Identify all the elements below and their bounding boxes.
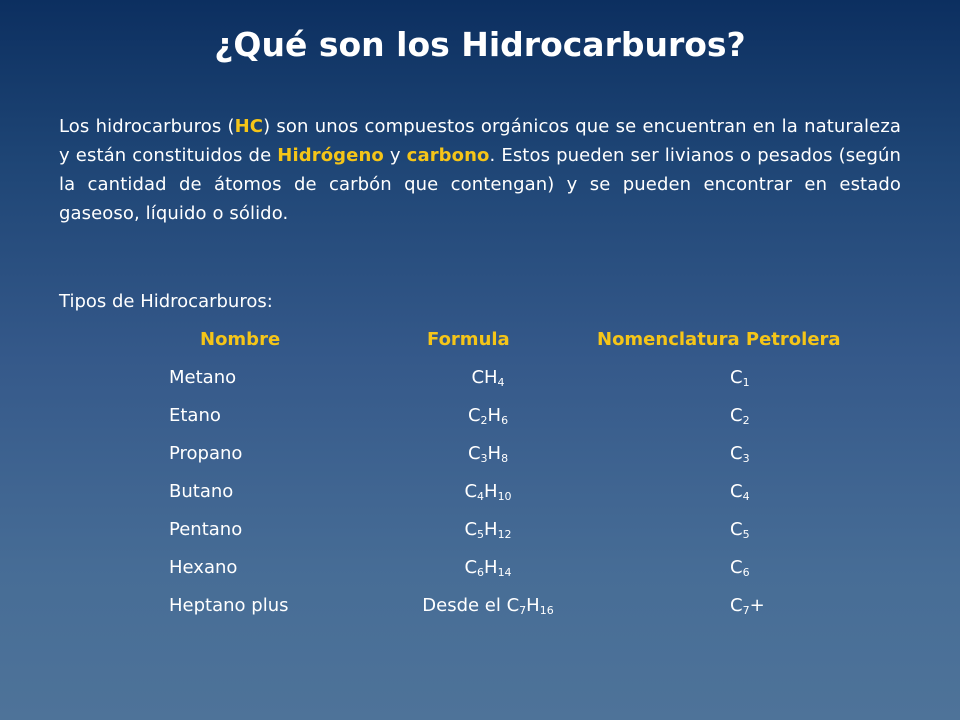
carbono-highlight: carbono [406, 145, 490, 166]
hydrocarbon-table [0, 325, 960, 629]
cell-formula: $C_3H_8$ [467, 443, 509, 465]
cell-formula: Desde el $C_7H_{16}$ [422, 595, 554, 617]
cell-nomenclature: $C_1$ [730, 367, 750, 389]
cell-name: Metano [169, 367, 237, 388]
table-row [0, 477, 960, 515]
table-row [0, 401, 960, 439]
header-name: Nombre [200, 329, 281, 350]
table-row [0, 363, 960, 401]
header-formula: Formula [427, 329, 510, 350]
cell-nomenclature: $C_3$ [730, 443, 750, 465]
page-title: ¿Qué son los Hidrocarburos? [214, 25, 746, 64]
hidrogeno-highlight: Hidrógeno [277, 145, 384, 166]
cell-formula: $C_4H_{10}$ [464, 481, 512, 503]
cell-formula: $C_6H_{14}$ [464, 557, 512, 579]
cell-nomenclature: $C_4$ [730, 481, 750, 503]
cell-formula: $CH_4$ [471, 367, 505, 389]
cell-name: Pentano [169, 519, 243, 540]
table-row [0, 439, 960, 477]
cell-formula: $C_5H_{12}$ [464, 519, 512, 541]
intro-text-3: y [383, 145, 407, 166]
table-row [0, 515, 960, 553]
cell-name: Hexano [169, 557, 238, 578]
table-row [0, 591, 960, 629]
table-body [0, 363, 960, 629]
cell-name: Etano [169, 405, 221, 426]
hc-highlight: HC [234, 116, 264, 137]
intro-text-4: . Estos pueden ser livianos o pesados (según la cantidad de átomos de carbón que contengan) y se pueden encontrar en estado gaseoso, líquido o sólido. [59, 145, 901, 224]
intro-paragraph [59, 112, 901, 228]
intro-text-1: Los hidrocarburos ( [59, 116, 235, 137]
types-label: Tipos de Hidrocarburos: [59, 291, 273, 312]
cell-nomenclature: $C_5$ [730, 519, 750, 541]
cell-nomenclature: $C_2$ [730, 405, 750, 427]
table-row [0, 553, 960, 591]
cell-name: Butano [169, 481, 234, 502]
intro-text-2: ) son unos compuestos orgánicos que se encuentran en la naturaleza y están constituidos de [59, 116, 901, 166]
table-header-row [0, 325, 960, 363]
cell-name: Heptano plus [169, 595, 289, 616]
cell-formula: $C_2H_6$ [467, 405, 509, 427]
cell-nomenclature: $C_7+$ [730, 595, 765, 617]
header-nomenclature: Nomenclatura Petrolera [597, 329, 841, 350]
cell-nomenclature: $C_6$ [730, 557, 750, 579]
cell-name: Propano [169, 443, 243, 464]
